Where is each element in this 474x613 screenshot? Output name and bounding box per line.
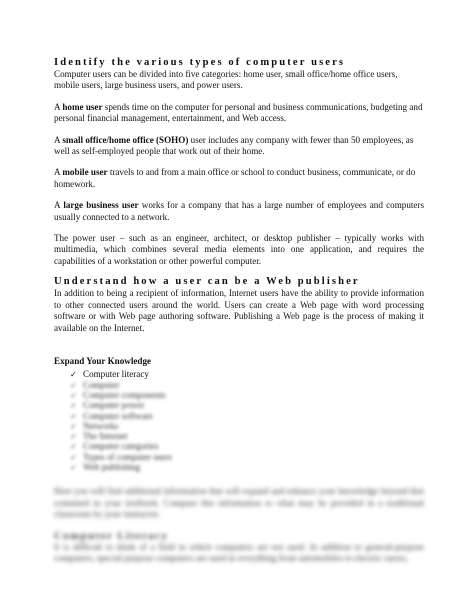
large-business-user-paragraph: A large business user works for a company that has a large number of employees and computers usually connected to a network. bbox=[54, 200, 425, 222]
section-heading-user-types: Identify the various types of computer users bbox=[54, 57, 346, 68]
expand-paragraph: Here you will find additional information that will expand and enhance your knowledge beyond that contained in your textbook. Compare this information to what may be provided in a traditional classroom by your instructor. bbox=[54, 486, 424, 520]
checkmark-icon: ✓ bbox=[70, 380, 77, 390]
expand-knowledge-title: Expand Your Knowledge bbox=[54, 355, 152, 366]
checkmark-icon: ✓ bbox=[70, 390, 77, 400]
checklist-item: ✓ Web publishing bbox=[70, 461, 141, 472]
checkmark-icon: ✓ bbox=[70, 462, 77, 472]
checklist-item: ✓ Computer literacy bbox=[70, 369, 149, 380]
checklist-item: ✓ Computer power bbox=[70, 400, 145, 411]
web-publisher-paragraph: In addition to being a recipient of information, Internet users have the ability to provide information to other connected users around the world. Users can create a Web page with word processing software or with Web page authoring software. Publishing a Web page is the process of making it available on the Internet. bbox=[54, 288, 424, 333]
knowledge-checklist bbox=[54, 369, 424, 472]
checklist-item: ✓ Computer components bbox=[70, 389, 166, 400]
computer-literacy-heading: Computer Literacy bbox=[54, 530, 169, 542]
checklist-item: ✓ Computer categories bbox=[70, 441, 159, 452]
checkmark-icon: ✓ bbox=[70, 452, 77, 462]
large-business-user-term: large business user bbox=[63, 200, 139, 211]
soho-user-term: small office/home office (SOHO) bbox=[62, 134, 189, 145]
power-user-paragraph: The power user – such as an engineer, architect, or desktop publisher – typically works with multimedia, which combines several media elements into one application, and requires the capabilities of a workstation or other powerful computer. bbox=[54, 233, 424, 266]
checklist-item: ✓ Types of computer users bbox=[70, 451, 173, 462]
checkmark-icon: ✓ bbox=[70, 442, 77, 452]
checkmark-icon: ✓ bbox=[70, 401, 77, 411]
mobile-user-term: mobile user bbox=[62, 167, 108, 178]
checkmark-icon: ✓ bbox=[70, 432, 77, 442]
checkmark-icon: ✓ bbox=[70, 370, 77, 380]
checklist-item: ✓ Computer software bbox=[70, 410, 153, 421]
document-page bbox=[54, 57, 424, 575]
home-user-paragraph: A home user spends time on the computer for personal and business communications, budgeting and personal financial management, entertainment, and Web access. bbox=[54, 101, 423, 124]
checklist-item: ✓ Networks bbox=[70, 420, 119, 431]
checklist-item: ✓ The Internet bbox=[70, 431, 128, 442]
checklist-item: ✓ Computer bbox=[70, 379, 120, 390]
checkmark-icon: ✓ bbox=[70, 411, 77, 421]
section-heading-web-publisher: Understand how a user can be a Web publisher bbox=[54, 276, 360, 288]
soho-user-paragraph: A small office/home office (SOHO) user includes any company with fewer than 50 employees, as well as self-employed people that work out of their home. bbox=[54, 134, 414, 157]
home-user-term: home user bbox=[62, 101, 103, 112]
mobile-user-paragraph: A mobile user travels to and from a main office or school to conduct business, communicate, or do homework. bbox=[54, 167, 416, 189]
checkmark-icon: ✓ bbox=[70, 421, 77, 431]
computer-literacy-paragraph: It is difficult to think of a field in which computers are not used. In addition to general-purpose computers, special-purpose computers are used in everything from automobiles to electric razors. bbox=[54, 541, 424, 564]
intro-paragraph: Computer users can be divided into five categories: home user, small office/home office users, mobile users, large business users, and power users. bbox=[54, 69, 398, 91]
